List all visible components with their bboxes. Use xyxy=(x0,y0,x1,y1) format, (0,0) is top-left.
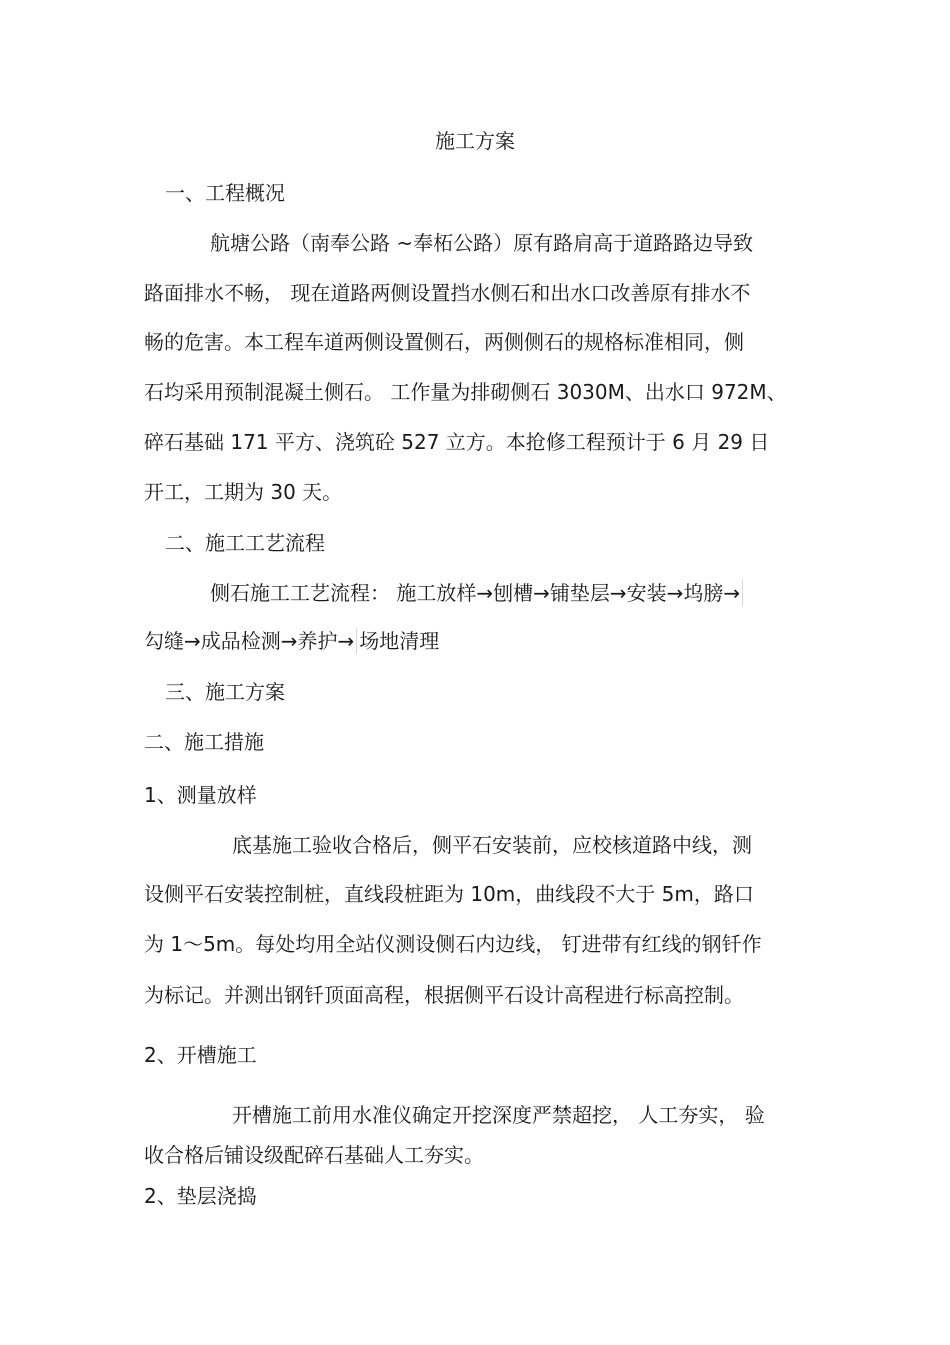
section-heading-overview: 一、工程概况 xyxy=(165,181,285,205)
paragraph-line: 石均采用预制混凝土侧石。 工作量为排砌侧石 3030M、出水口 972M、 xyxy=(144,380,787,404)
paragraph-line: 开工，工期为 30 天。 xyxy=(144,480,343,504)
item-heading-trenching: 2、开槽施工 xyxy=(144,1043,257,1067)
process-flow-line-2 xyxy=(144,628,439,654)
paragraph-line: 路面排水不畅， 现在道路两侧设置挡水侧石和出水口改善原有排水不 xyxy=(144,281,751,305)
process-flow-line-1 xyxy=(210,580,745,606)
paragraph-line: 底基施工验收合格后，侧平石安装前，应校核道路中线，测 xyxy=(232,833,752,857)
divider xyxy=(742,580,743,606)
divider xyxy=(356,628,357,654)
paragraph-line: 畅的危害。本工程车道两侧设置侧石，两侧侧石的规格标准相同，侧 xyxy=(144,330,744,354)
process-flow-text: 侧石施工工艺流程： 施工放样→刨槽→铺垫层→安装→坞膀→ xyxy=(210,581,741,605)
section-heading-process: 二、施工工艺流程 xyxy=(165,531,325,555)
paragraph-line: 收合格后铺设级配碎石基础人工夯实。 xyxy=(144,1143,484,1167)
paragraph-line: 为标记。并测出钢钎顶面高程，根据侧平石设计高程进行标高控制。 xyxy=(144,983,744,1007)
paragraph-line: 碎石基础 171 平方、浇筑砼 527 立方。本抢修工程预计于 6 月 29 日 xyxy=(144,430,770,454)
section-heading-plan: 三、施工方案 xyxy=(165,680,285,704)
paragraph-line: 开槽施工前用水准仪确定开挖深度严禁超挖， 人工夯实， 验 xyxy=(232,1103,765,1127)
paragraph-line: 设侧平石安装控制桩，直线段桩距为 10m，曲线段不大于 5m，路口 xyxy=(144,882,754,906)
item-heading-survey: 1、测量放样 xyxy=(144,783,257,807)
process-flow-text: 勾缝→成品检测→养护→ xyxy=(144,629,355,653)
section-heading-measures: 二、施工措施 xyxy=(144,730,264,754)
paragraph-line: 为 1～5m。每处均用全站仪测设侧石内边线， 钉进带有红线的钢钎作 xyxy=(144,932,762,956)
item-heading-cushion: 2、垫层浇捣 xyxy=(144,1184,257,1208)
paragraph-line: 航塘公路（南奉公路 ~奉柘公路）原有路肩高于道路路边导致 xyxy=(210,231,754,255)
process-flow-text: 场地清理 xyxy=(359,629,440,653)
page-title: 施工方案 xyxy=(435,129,515,153)
